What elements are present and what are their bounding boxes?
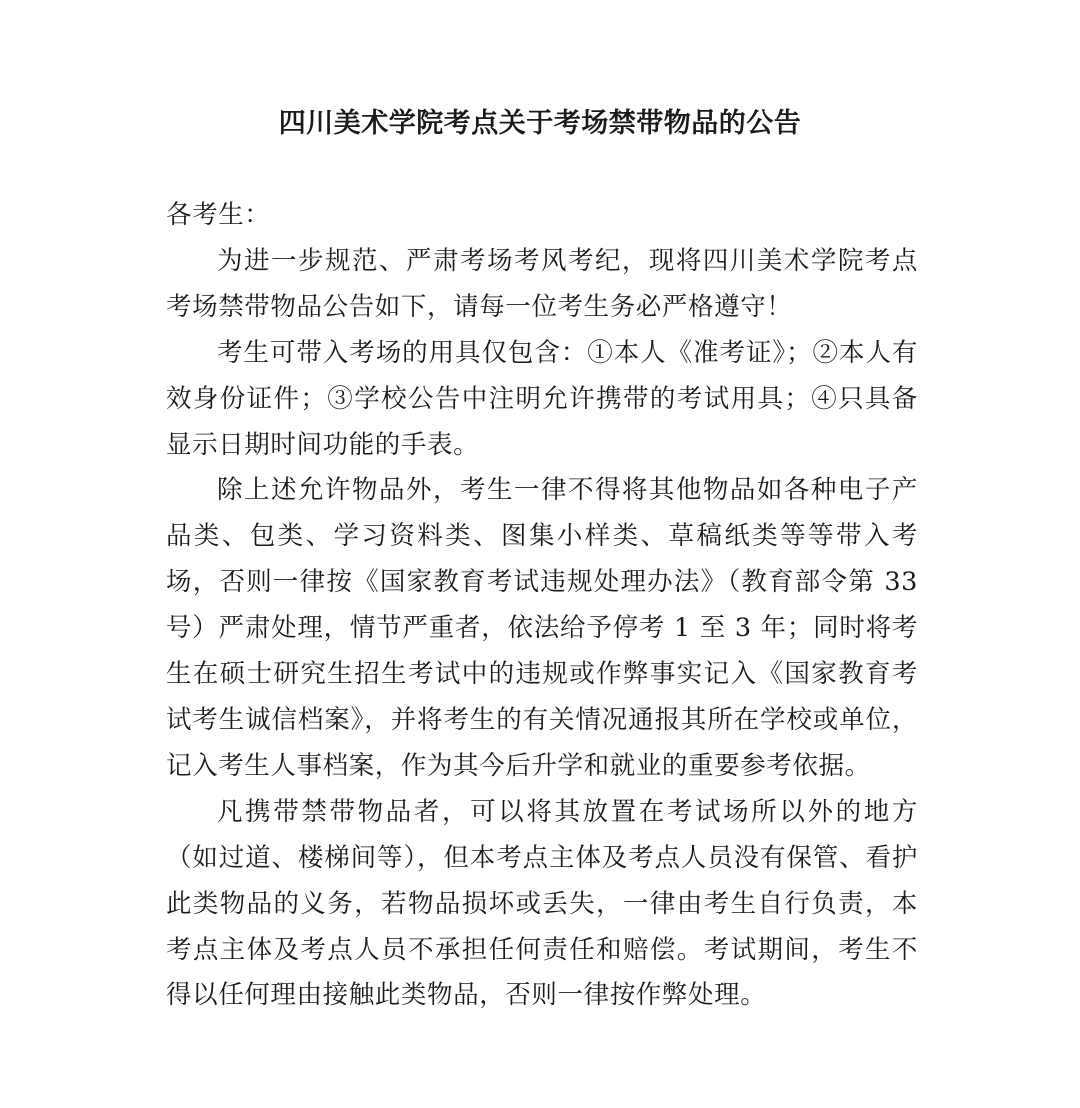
paragraph-intro: 为进一步规范、严肃考场考风考纪，现将四川美术学院考点考场禁带物品公告如下，请每一位考生务必严格遵守！	[166, 245, 918, 322]
paragraph-storage-notice: 凡携带禁带物品者，可以将其放置在考试场所以外的地方（如过道、楼梯间等），但本考点主体及考点人员没有保管、看护此类物品的义务，若物品损坏或丢失，一律由考生自行负责，本考点主体及考点人员不承担任何责任和赔偿。考试期间，考生不得以任何理由接触此类物品，否则一律按作弊处理。	[166, 796, 918, 1011]
announcement-body	[166, 193, 918, 1019]
paragraph-prohibited-items: 除上述允许物品外，考生一律不得将其他物品如各种电子产品类、包类、学习资料类、图集小样类、草稿纸类等等带入考场，否则一律按《国家教育考试违规处理办法》（教育部令第 33 号）严肃处理，情节严重者，依法给予停考 1 至 3 年；同时将考生在硕士研究生招生考试中的违规或作弊事实记入《国家教育考试考生诚信档案》，并将考生的有关情况通报其所在学校或单位，记入考生人事档案，作为其今后升学和就业的重要参考依据。	[166, 475, 918, 781]
paragraph-allowed-items: 考生可带入考场的用具仅包含：①本人《准考证》；②本人有效身份证件；③学校公告中注明允许携带的考试用具；④只具备显示日期时间功能的手表。	[166, 337, 918, 460]
page-title: 四川美术学院考点关于考场禁带物品的公告	[278, 108, 802, 139]
salutation: 各考生：	[166, 200, 271, 230]
